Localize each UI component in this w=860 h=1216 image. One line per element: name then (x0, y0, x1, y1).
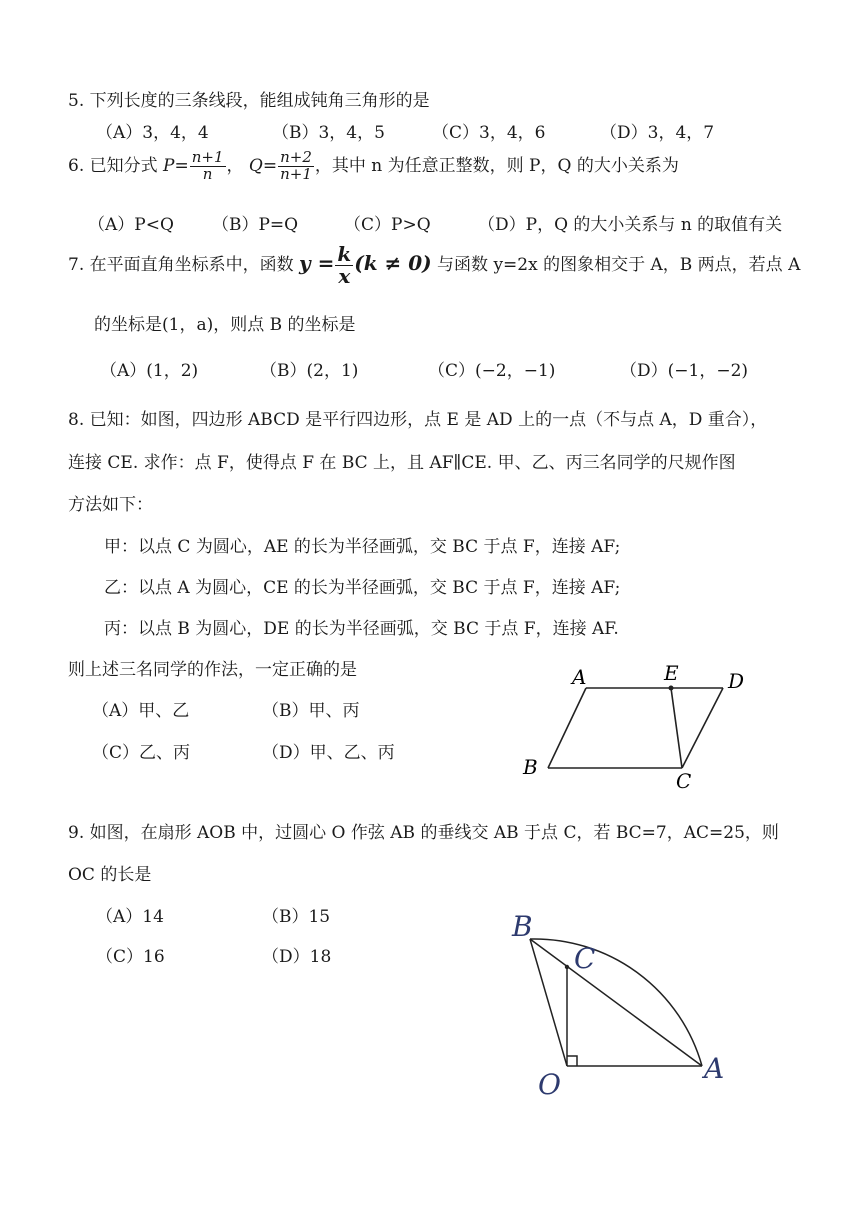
q8-label-b: B (523, 755, 538, 779)
q8-point-e-dot (669, 686, 674, 691)
q6-stem (68, 150, 679, 183)
q9-chord-ab (530, 939, 702, 1066)
q8-method-jia: 甲：以点 C 为圆心，AE 的长为半径画弧，交 BC 于点 F，连接 AF; (104, 537, 621, 557)
q6-option-d: （D）P，Q 的大小关系与 n 的取值有关 (478, 215, 783, 235)
q9-line1: 9. 如图，在扇形 AOB 中，过圆心 O 作弦 AB 的垂线交 AB 于点 C，若 BC=7，AC=25，则 (68, 823, 779, 843)
q7-option-d: （D）(−1，−2) (620, 361, 749, 381)
q7-fraction-denominator: x (338, 264, 351, 288)
q7-option-c: （C）(−2，−1) (428, 361, 556, 381)
q6-separator: ， (226, 155, 244, 176)
q7-stem (68, 244, 800, 287)
q9-label-b: B (512, 910, 533, 943)
q9-label-a: A (704, 1052, 725, 1085)
q6-p-denominator: n (202, 164, 213, 183)
q8-line1: 8. 已知：如图，四边形 ABCD 是平行四边形，点 E 是 AD 上的一点（不与点 A，D 重合）， (68, 410, 768, 430)
q7-fraction (335, 244, 353, 287)
q8-method-yi: 乙：以点 A 为圆心，CE 的长为半径画弧，交 BC 于点 F，连接 AF; (104, 578, 621, 598)
q8-side-ba (548, 688, 586, 768)
q9-label-c: C (574, 942, 596, 975)
q6-option-a: （A）P<Q (88, 215, 174, 235)
q9-option-c: （C）16 (96, 947, 165, 967)
q7-text1: 在平面直角坐标系中，函数 (89, 255, 294, 275)
q6-p-numerator: n+1 (191, 148, 224, 166)
q7-line2: 的坐标是(1，a)，则点 B 的坐标是 (94, 315, 356, 335)
q6-q-numerator: n+2 (280, 148, 312, 166)
q9-option-b: （B）15 (262, 907, 331, 927)
q6-q-denominator: n+1 (280, 164, 312, 183)
q5-option-b: （B）3，4，5 (272, 123, 385, 143)
q5-option-a: （A）3，4，4 (96, 123, 209, 143)
q6-p-label: P= (163, 155, 189, 176)
q5-option-d: （D）3，4，7 (600, 123, 715, 143)
q7-text2: 与函数 y=2x 的图象相交于 A，B 两点，若点 A (437, 255, 801, 275)
q6-q-fraction (278, 150, 314, 183)
q7-option-b: （B）(2，1) (260, 361, 359, 381)
q6-text2: ，其中 n 为任意正整数，则 P，Q 的大小关系为 (314, 155, 679, 176)
q8-question: 则上述三名同学的作法，一定正确的是 (68, 660, 357, 680)
q9-option-a: （A）14 (96, 907, 164, 927)
q8-label-a: A (572, 665, 587, 689)
q6-number: 6. (68, 155, 85, 176)
q6-p-fraction (190, 150, 226, 183)
q6-q-label: Q= (248, 155, 278, 176)
q8-line3: 方法如下： (68, 495, 153, 515)
q7-option-a: （A）(1，2) (100, 361, 199, 381)
q9-radius-ob (530, 939, 567, 1066)
q8-method-bing: 丙：以点 B 为圆心，DE 的长为半径画弧，交 BC 于点 F，连接 AF. (104, 619, 619, 639)
q8-label-d: D (728, 669, 745, 693)
q8-option-a: （A）甲、乙 (92, 701, 190, 721)
q7-number: 7. (68, 255, 85, 275)
q9-option-d: （D）18 (262, 947, 332, 967)
q8-segment-ce (671, 688, 682, 768)
q6-option-b: （B）P=Q (212, 215, 299, 235)
q9-right-angle-mark (567, 1056, 577, 1066)
q9-line2: OC 的长是 (68, 865, 152, 885)
q7-condition: (k ≠ 0) (354, 251, 432, 275)
q5-option-c: （C）3，4，6 (432, 123, 546, 143)
q8-line2: 连接 CE. 求作：点 F，使得点 F 在 BC 上，且 AF∥CE. 甲、乙、丙三名同学的尺规作图 (68, 453, 736, 473)
q7-fraction-numerator: k (337, 242, 352, 266)
q7-y-eq: y = (299, 251, 335, 275)
q8-label-c: C (676, 769, 692, 793)
q8-option-c: （C）乙、丙 (92, 743, 191, 763)
q8-option-b: （B）甲、丙 (262, 701, 360, 721)
q9-arc-ab (530, 939, 702, 1066)
q5-stem: 5. 下列长度的三条线段，能组成钝角三角形的是 (68, 91, 430, 111)
q8-option-d: （D）甲、乙、丙 (262, 743, 395, 763)
q8-side-dc (682, 688, 723, 768)
q6-text1: 已知分式 (89, 155, 158, 176)
q9-label-o: O (538, 1068, 561, 1101)
q8-label-e: E (664, 661, 679, 685)
q9-point-c-dot (565, 965, 569, 969)
q6-option-c: （C）P>Q (344, 215, 431, 235)
